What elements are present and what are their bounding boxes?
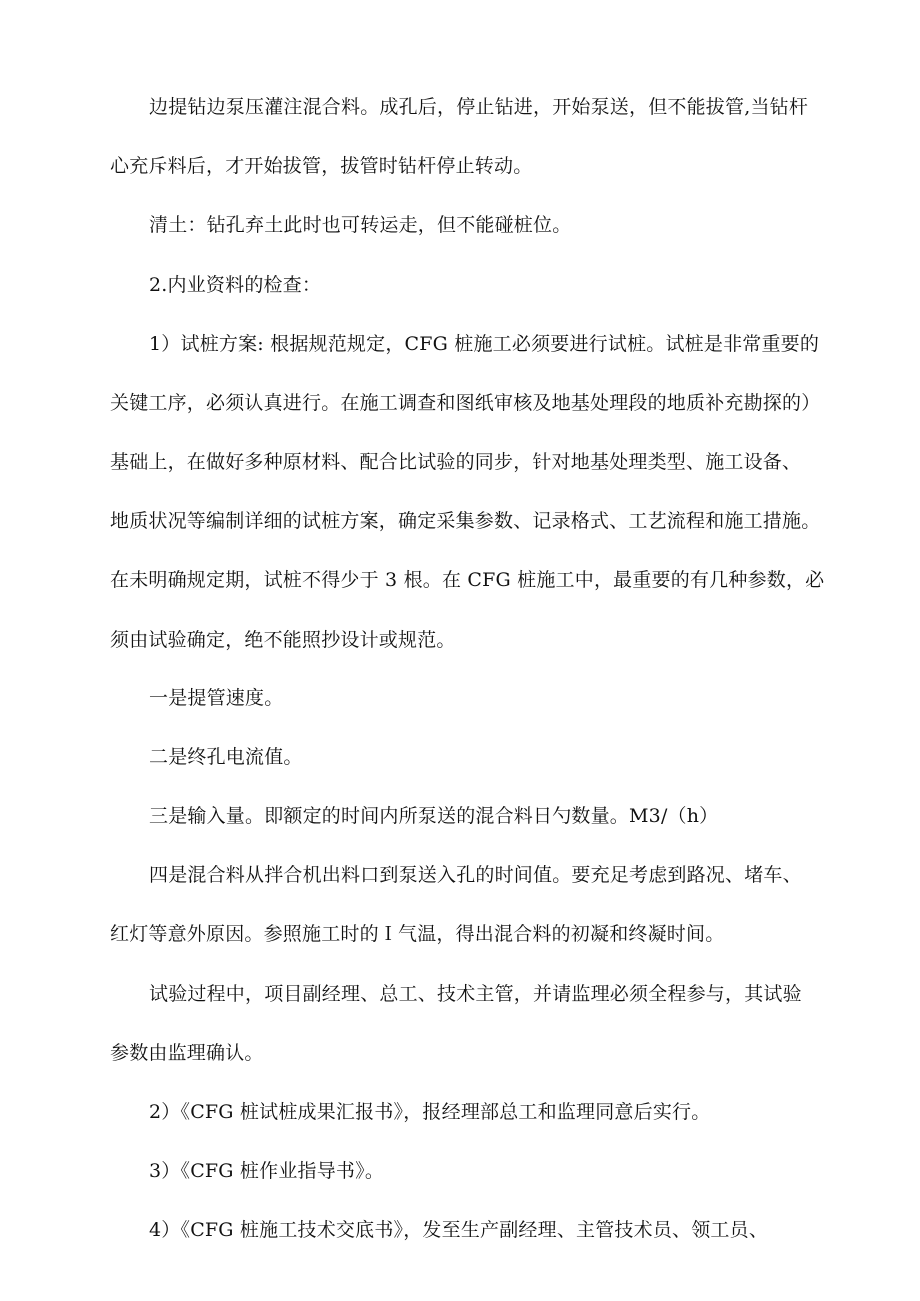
paragraph-line: 在未明确规定期，试桩不得少于 3 根。在 CFG 桩施工中，最重要的有几种参数，必 <box>110 569 825 591</box>
paragraph-line: 边提钻边泵压灌注混合料。成孔后，停止钻进，开始泵送，但不能拔管,当钻杆 <box>149 96 809 118</box>
paragraph-line: 清土：钻孔弃土此时也可转运走，但不能碰桩位。 <box>149 214 572 236</box>
list-item: 4）《CFG 桩施工技术交底书》，发至生产副经理、主管技术员、领工员、 <box>149 1219 769 1241</box>
paragraph-line: 红灯等意外原因。参照施工时的Ｉ气温，得出混合料的初凝和终凝时间。 <box>110 923 725 945</box>
section-heading: 2.内业资料的检查： <box>149 274 322 296</box>
paragraph-line: 试验过程中，项目副经理、总工、技术主管，并请监理必须全程参与，其试验 <box>149 983 802 1005</box>
paragraph-line: 1）试桩方案: 根据规范规定，CFG 桩施工必须要进行试桩。试桩是非常重要的 <box>149 333 820 355</box>
list-item: 三是输入量。即额定的时间内所泵送的混合料日勺数量。M3/（h） <box>149 805 719 827</box>
paragraph-line: 须由试验确定，绝不能照抄设计或规范。 <box>110 629 456 651</box>
paragraph-line: 心充斥料后，才开始拔管，拔管时钻杆停止转动。 <box>110 155 533 177</box>
list-item: 2）《CFG 桩试桩成果汇报书》，报经理部总工和监理同意后实行。 <box>149 1101 711 1123</box>
paragraph-line: 地质状况等编制详细的试桩方案，确定采集参数、记录格式、工艺流程和施工措施。 <box>110 510 821 532</box>
list-item: 3）《CFG 桩作业指导书》。 <box>149 1160 385 1182</box>
paragraph-line: 基础上，在做好多种原材料、配合比试验的同步，针对地基处理类型、施工设备、 <box>110 451 802 473</box>
list-item: 四是混合料从拌合机出料口到泵送入孔的时间值。要充足考虑到路况、堵车、 <box>149 864 802 886</box>
paragraph-line: 关键工序，必须认真进行。在施工调查和图纸审核及地基处理段的地质补充勘探的） <box>110 392 821 414</box>
paragraph-line: 参数由监理确认。 <box>110 1042 264 1064</box>
list-item: 二是终孔电流值。 <box>149 746 303 768</box>
list-item: 一是提管速度。 <box>149 687 284 709</box>
